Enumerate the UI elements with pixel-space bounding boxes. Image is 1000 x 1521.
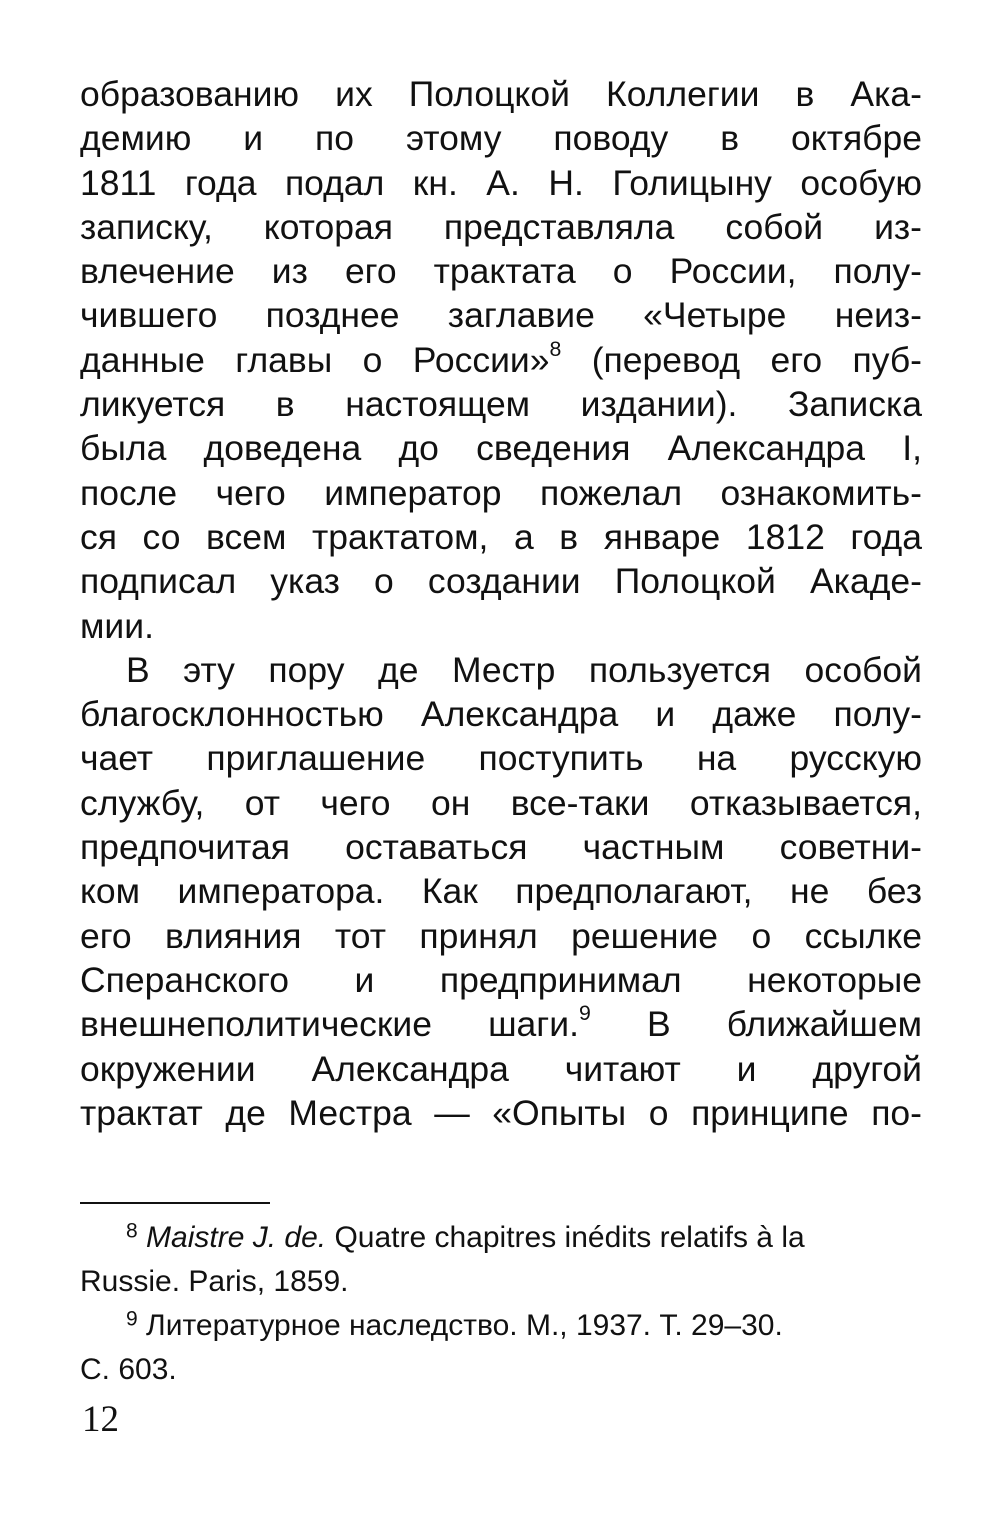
text-fragment: (перевод его пуб-: [591, 339, 922, 380]
footnote-text: Литературное наследство. М., 1937. Т. 29–30.: [146, 1309, 783, 1342]
text-line: после чего император пожелал ознакомить-: [80, 472, 922, 513]
text-line: службу, от чего он все-таки отказывается,: [80, 782, 922, 823]
text-line: чившего позднее заглавие «Четыре неиз-: [80, 295, 922, 336]
text-fragment: данные главы о России»: [80, 339, 550, 380]
footnotes: [80, 1216, 922, 1392]
text-line: мии.: [80, 605, 154, 646]
text-line: предпочитая оставаться частным советни-: [80, 827, 922, 868]
text-line: трактат де Местра — «Опыты о принципе по-: [80, 1092, 922, 1133]
text-line: В эту пору де Местр пользуется особой: [126, 649, 922, 690]
footnote-9: [80, 1304, 922, 1348]
text-line: ликуется в настоящем издании). Записка: [80, 384, 922, 425]
text-line: ся со всем трактатом, а в январе 1812 года: [80, 516, 922, 557]
footnote-text: Quatre chapitres inédits relatifs à la: [334, 1221, 805, 1254]
footnote-ref-9[interactable]: 9: [578, 1001, 591, 1026]
text-line: подписал указ о создании Полоцкой Акаде-: [80, 561, 922, 602]
main-text: [80, 72, 922, 1135]
paragraph-2: [80, 648, 922, 1135]
text-line-with-ref: [80, 1002, 922, 1046]
text-line: благосклонностью Александра и даже полу-: [80, 694, 922, 735]
footnote-8-continued: Russie. Paris, 1859.: [80, 1265, 349, 1298]
footnote-number: 8: [126, 1219, 138, 1243]
text-line: Сперанского и предпринимал некоторые: [80, 959, 922, 1000]
text-line: его влияния тот принял решение о ссылке: [80, 915, 922, 956]
text-line: чает приглашение поступить на русскую: [80, 738, 922, 779]
footnote-author: Maistre J. de.: [146, 1221, 327, 1254]
text-line: была доведена до сведения Александра I,: [80, 428, 922, 469]
paragraph-1: [80, 72, 922, 648]
text-line: 1811 года подал кн. А. Н. Голицыну особую: [80, 162, 922, 203]
text-line: влечение из его трактата о России, полу-: [80, 251, 922, 292]
text-line: записку, которая представляла собой из-: [80, 206, 922, 247]
text-line: образованию их Полоцкой Коллегии в Ака-: [80, 74, 922, 114]
footnote-9-continued: С. 603.: [80, 1353, 177, 1386]
page-number: 12: [82, 1399, 119, 1440]
footnote-divider: [80, 1202, 270, 1204]
footnote-ref-8[interactable]: 8: [549, 336, 562, 361]
text-fragment: В ближайшем: [646, 1004, 922, 1045]
footnote-8: [80, 1216, 922, 1260]
text-line: ком императора. Как предполагают, не без: [80, 871, 922, 912]
text-line: демию и по этому поводу в октябре: [80, 118, 922, 159]
footnote-number: 9: [126, 1307, 138, 1331]
text-fragment: внешнеполитические шаги.: [80, 1004, 579, 1045]
text-line: окружении Александра читают и другой: [80, 1048, 922, 1089]
text-line-with-ref: [80, 338, 922, 382]
